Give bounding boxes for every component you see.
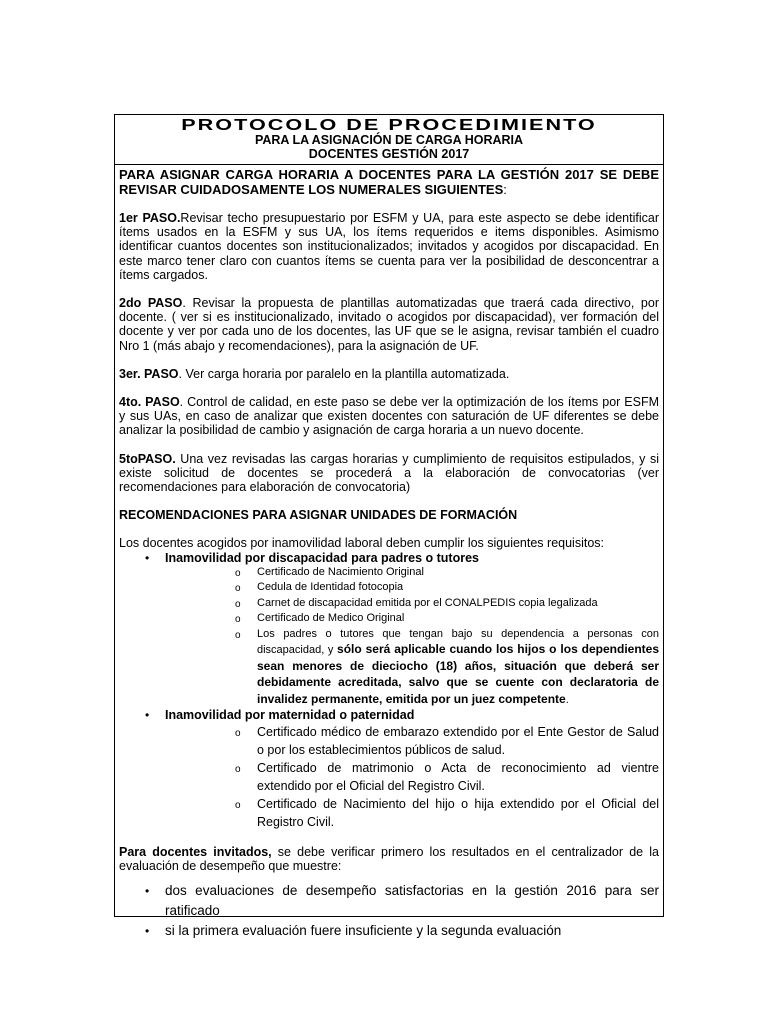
intro-paragraph xyxy=(119,167,659,197)
invited-text: se debe verificar primero los resultados en el centralizador de la evaluación de desempeño que muestre: xyxy=(119,844,659,873)
step-3-text: . Ver carga horaria por paralelo en la plantilla automatizada. xyxy=(178,366,510,381)
step-1 xyxy=(119,211,659,282)
intro-bold: PARA ASIGNAR CARGA HORARIA A DOCENTES PARA LA GESTIÓN 2017 SE DEBE REVISAR CUIDADOSAMENTE LOS NUMERALES SIGUIENTES xyxy=(119,167,659,197)
list-item: • dos evaluaciones de desempeño satisfactorias en la gestión 2016 para ser ratificado xyxy=(145,882,659,918)
step-5 xyxy=(119,452,659,495)
sub-list xyxy=(165,723,659,831)
circle-bullet-icon: o xyxy=(235,598,241,610)
requirements-list xyxy=(119,551,659,831)
bullet-icon: • xyxy=(145,883,150,898)
circle-bullet-icon: o xyxy=(235,727,241,739)
step-4-text: . Control de calidad, en este paso se debe ver la optimización de los ítems por ESFM y sus UAs, en caso de analizar que existen docentes con saturación de UF diferentes se debe analizar la posibilidad de cambio y asignación de carga horaria a un nuevo docente. xyxy=(119,395,659,438)
document-frame xyxy=(114,114,664,938)
step-5-text: Una vez revisadas las cargas horarias y cumplimiento de requisitos estipulados, y si existe solicitud de docentes se procederá a la elaboración de convocatorias (ver recomendaciones para elaboración de convocatoria) xyxy=(119,451,659,495)
circle-bullet-icon: o xyxy=(235,629,241,641)
step-1-text: Revisar techo presupuestario por ESFM y UA, para este aspecto se debe identificar ítems usados en la ESFM y sus UA, los ítems requeridos e items disponibles. Asimismo identificar cuantos docentes son institucionalizados; invitados y acogidos por discapacidad. En este marco tener claro con cuantos ítems se cuenta para ver la posibilidad de desconcentrar a ítems cargados. xyxy=(119,211,659,282)
list-item: o Certificado médico de embarazo extendido por el Ente Gestor de Salud o por los establecimientos públicos de salud. xyxy=(235,724,659,757)
document-header xyxy=(115,115,663,165)
document-subtitle-2: DOCENTES GESTIÓN 2017 xyxy=(308,147,470,161)
step-5-label: 5toPASO. xyxy=(119,451,176,466)
circle-bullet-icon: o xyxy=(235,567,241,579)
circle-bullet-icon: o xyxy=(235,763,241,775)
step-4 xyxy=(119,395,659,438)
intro-colon: : xyxy=(503,182,507,197)
step-4-label: 4to. PASO xyxy=(119,395,180,410)
requirement-group-discapacidad xyxy=(119,551,659,709)
step-3-label: 3er. PASO xyxy=(119,366,179,381)
sub-list xyxy=(165,565,659,709)
invited-bold: Para docentes invitados, xyxy=(119,844,272,859)
requirement-group-maternidad xyxy=(119,708,659,830)
document-body xyxy=(115,167,663,941)
list-item: o Los padres o tutores que tengan bajo su dependencia a personas con discapacidad, y sólo será aplicable cuando los hijos o los dependientes sean menores de dieciocho (18) años, situación que deberá ser debidamente acreditada, salvo que se cuente con declaratoria de invalidez permanente, emitida por un juez competente. xyxy=(235,627,659,706)
step-3 xyxy=(119,367,659,381)
list-item: o Cedula de Identidad fotocopia xyxy=(165,580,659,596)
circle-bullet-icon: o xyxy=(235,583,241,595)
bullet-icon: • xyxy=(145,923,150,938)
circle-bullet-icon: o xyxy=(235,799,241,811)
step-2 xyxy=(119,296,659,353)
group-title: Inamovilidad por maternidad o paternidad xyxy=(165,708,415,723)
list-item: o Certificado de matrimonio o Acta de reconocimiento ad vientre extendido por el Oficial del Registro Civil. xyxy=(235,760,659,793)
recommendations-heading: RECOMENDACIONES PARA ASIGNAR UNIDADES DE FORMACIÓN xyxy=(119,508,518,523)
invited-paragraph xyxy=(119,845,659,873)
circle-bullet-icon: o xyxy=(235,614,241,626)
list-item: o Certificado de Nacimiento Original xyxy=(165,565,659,581)
list-item: o Certificado de Medico Original xyxy=(165,611,659,627)
step-2-text: . Revisar la propuesta de plantillas automatizadas que traerá cada directivo, por docente. ( ver si es institucionalizado, invitado o acogidos por discapacidad), ver formación del docente y ver por cada uno de los docentes, las UF que se le asigna, revisar también el cuadro Nro 1 (más abajo y recomendaciones), para la asignación de UF. xyxy=(119,296,659,353)
group-title: Inamovilidad por discapacidad para padres o tutores xyxy=(165,550,479,565)
invited-list xyxy=(119,881,659,941)
recommendations-intro: Los docentes acogidos por inamovilidad laboral deben cumplir los siguientes requisitos: xyxy=(119,536,605,551)
list-item: • si la primera evaluación fuere insuficiente y la segunda evaluación xyxy=(119,921,659,941)
bullet-icon: • xyxy=(145,550,150,565)
document-subtitle-1: PARA LA ASIGNACIÓN DE CARGA HORARIA xyxy=(254,133,524,147)
bullet-icon: • xyxy=(145,708,150,723)
step-1-label: 1er PASO. xyxy=(119,211,181,225)
list-item: o Certificado de Nacimiento del hijo o hija extendido por el Oficial del Registro Civil. xyxy=(235,796,659,829)
document-title: PROTOCOLO DE PROCEDIMIENTO xyxy=(181,117,597,134)
list-item: o Carnet de discapacidad emitida por el CONALPEDIS copia legalizada xyxy=(165,596,659,612)
step-2-label: 2do PASO xyxy=(119,296,183,311)
